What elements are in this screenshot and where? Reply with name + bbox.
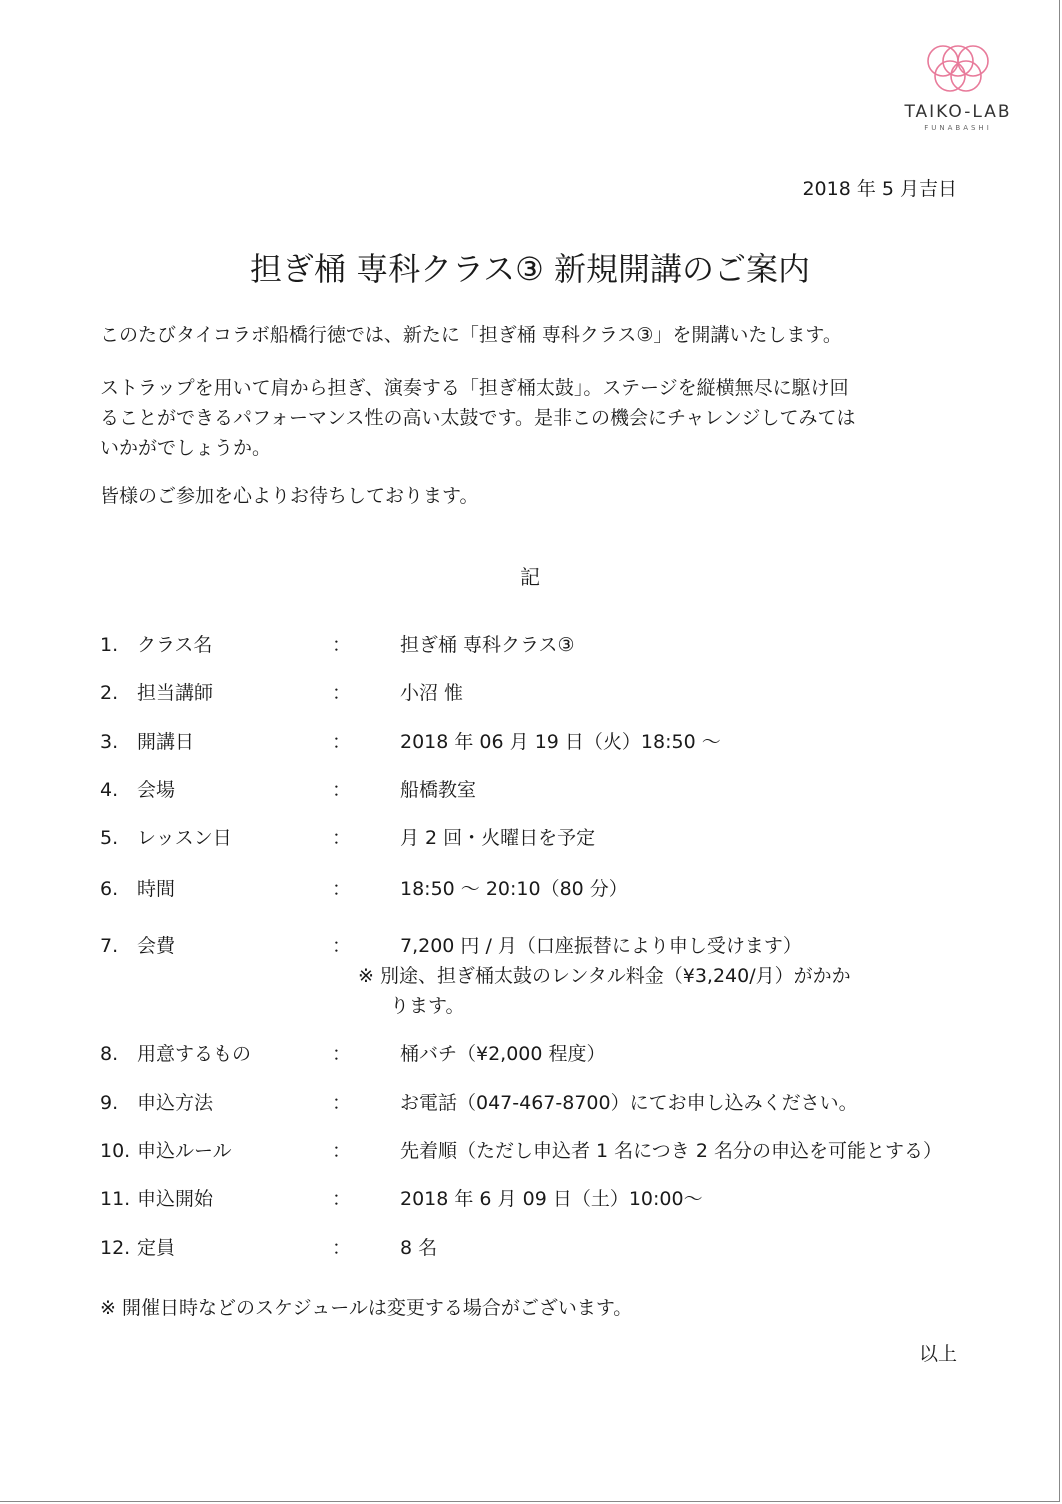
list-item: 2. 担当講師 ： 小沼 惟 [100, 682, 464, 704]
list-item: 8. 用意するもの ： 桶バチ（¥2,000 程度） [100, 1043, 606, 1065]
list-item: 10. 申込ルール ： 先着順（ただし申込者 1 名につき 2 名分の申込を可能とする） [100, 1140, 942, 1162]
ki-heading: 記 [520, 565, 540, 589]
fee-note-line: ※ 別途、担ぎ桶太鼓のレンタル料金（¥3,240/月）がかか [358, 965, 851, 987]
list-item: 4. 会場 ： 船橋教室 [100, 779, 477, 801]
document-title: 担ぎ桶 専科クラス③ 新規開講のご案内 [249, 250, 811, 288]
closing-paragraph: 皆様のご参加を心よりお待ちしております。 [100, 485, 479, 507]
list-item: 3. 開講日 ： 2018 年 06 月 19 日（火）18:50 ～ [100, 731, 721, 753]
taiko-lab-logo [893, 44, 1023, 132]
body-paragraph [100, 373, 970, 463]
intro-paragraph: このたびタイコラボ船橋行徳では、新たに「担ぎ桶 専科クラス③」を開講いたします。 [100, 324, 842, 346]
list-item: 6. 時間 ： 18:50 ～ 20:10（80 分） [100, 878, 628, 900]
list-item: 1. クラス名 ： 担ぎ桶 専科クラス③ [100, 634, 575, 656]
logo-subtitle: FUNABASHI [924, 124, 992, 132]
list-item: 7. 会費 ： 7,200 円 / 月（口座振替により申し受けます） [100, 935, 802, 957]
logo-name: TAIKO-LAB [904, 102, 1012, 122]
body-line: ることができるパフォーマンス性の高い太鼓です。是非この機会にチャレンジしてみては [100, 407, 856, 429]
body-line: ストラップを用いて肩から担ぎ、演奏する「担ぎ桶太鼓」。ステージを縦横無尽に駆け回 [100, 377, 849, 399]
list-item: 9. 申込方法 ： お電話（047-467-8700）にてお申し込みください。 [100, 1092, 858, 1114]
end-mark: 以上 [918, 1343, 957, 1365]
logo-mark-icon [923, 44, 993, 94]
fee-note-line: ります。 [390, 995, 465, 1017]
schedule-footnote: ※ 開催日時などのスケジュールは変更する場合がございます。 [100, 1297, 633, 1319]
list-item: 11. 申込開始 ： 2018 年 6 月 09 日（土）10:00～ [100, 1188, 703, 1210]
list-item: 5. レッスン日 ： 月 2 回・火曜日を予定 [100, 827, 596, 849]
list-item: 12. 定員 ： 8 名 [100, 1237, 438, 1259]
body-line: いかがでしょうか。 [100, 437, 272, 459]
document-date: 2018 年 5 月吉日 [802, 178, 957, 200]
